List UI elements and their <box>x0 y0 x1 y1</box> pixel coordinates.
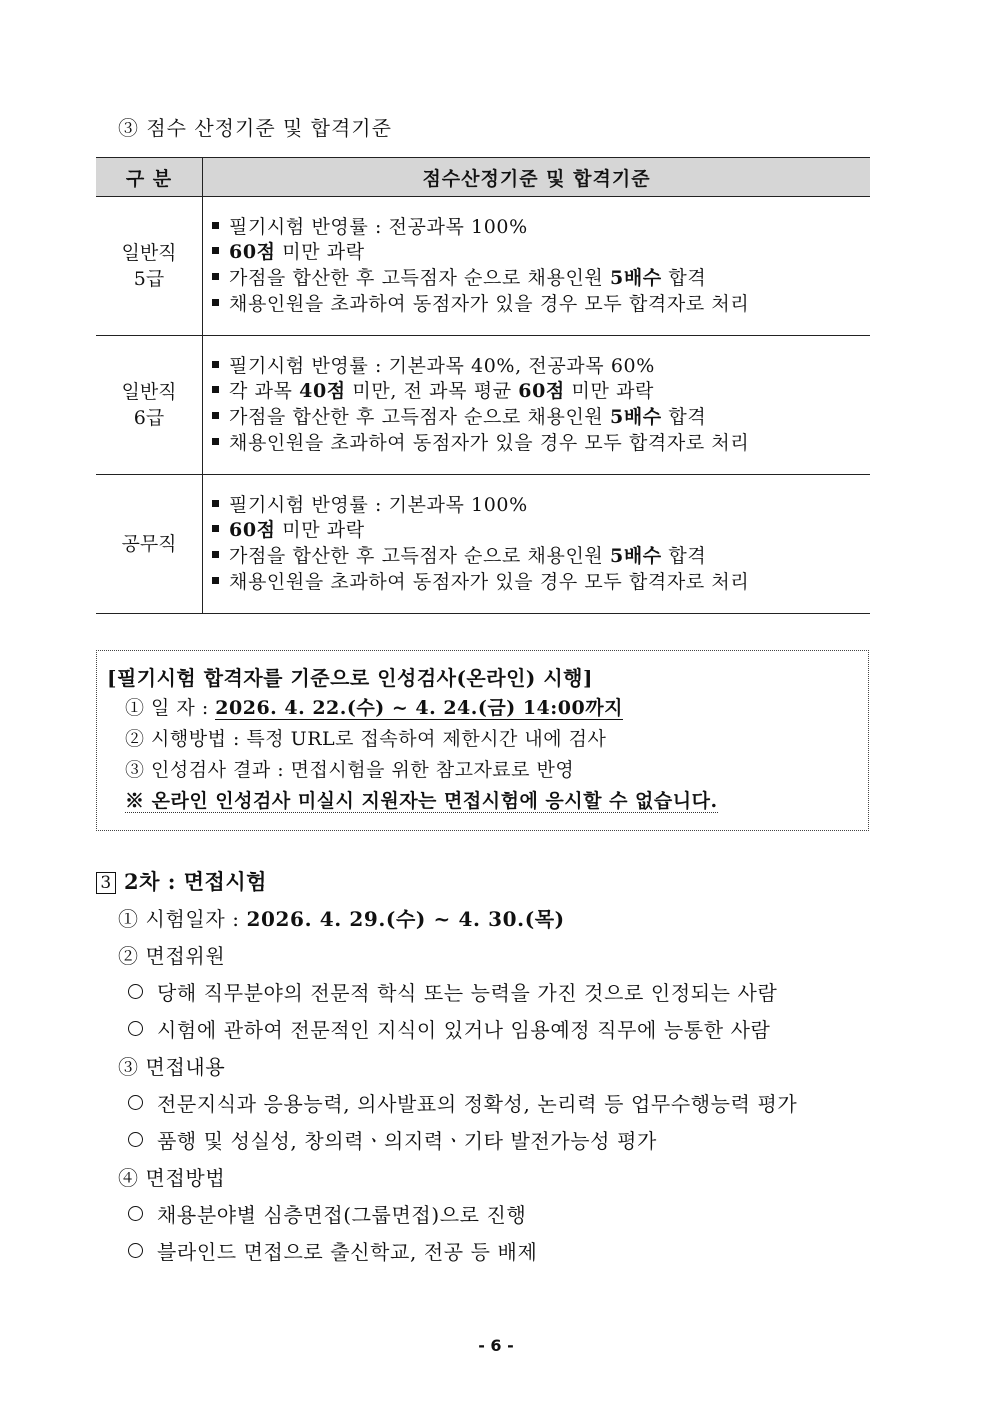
square-bullet-icon <box>212 386 219 393</box>
page-number: - 6 - <box>478 1336 514 1355</box>
interview-title: 2차 : 면접시험 <box>124 869 267 894</box>
content-item-text: 전문지식과 응용능력, 의사발표의 정확성, 논리력 등 업무수행능력 평가 <box>157 1092 798 1116</box>
square-bullet-icon <box>212 222 219 229</box>
criteria-text: 가점을 합산한 후 고득점자 순으로 채용인원 <box>229 267 611 289</box>
square-bullet-icon <box>212 551 219 558</box>
criteria-emphasis: 60점 <box>229 519 276 542</box>
criteria-item <box>212 266 869 292</box>
criteria-text: 미만 과락 <box>564 380 654 403</box>
circle-bullet-icon <box>128 1132 143 1147</box>
criteria-item <box>212 570 869 596</box>
content-title: ③ 면접내용 <box>118 1055 226 1079</box>
square-bullet-icon <box>212 500 219 507</box>
content-item-text: 품행 및 성실성, 창의력ㆍ의지력ㆍ기타 발전가능성 평가 <box>157 1129 657 1153</box>
method-item-text: 채용분야별 심층면접(그룹면접)으로 진행 <box>157 1203 527 1227</box>
criteria-item <box>212 240 869 266</box>
interview-date-value: 2026. 4. 29.(수) ~ 4. 30.(목) <box>246 907 565 931</box>
method-item <box>128 1199 526 1228</box>
content-item <box>128 1088 797 1117</box>
method-item <box>128 1236 537 1265</box>
table-row <box>96 475 870 614</box>
square-bullet-icon <box>212 438 219 445</box>
criteria-text: 합격 <box>661 406 707 428</box>
circle-bullet-icon <box>128 1095 143 1110</box>
box-date-line <box>107 693 858 724</box>
criteria-text: 미만 과락 <box>275 241 365 264</box>
criteria-emphasis: 60점 <box>229 241 276 264</box>
criteria-item <box>212 544 869 570</box>
criteria-text: 미만, 전 과목 평균 <box>345 380 519 403</box>
box-note-line <box>107 786 858 817</box>
circle-bullet-icon <box>128 1243 143 1258</box>
criteria-text: 채용인원을 초과하여 동점자가 있을 경우 모두 합격자로 처리 <box>229 570 750 593</box>
category-label: 공무직 <box>121 533 177 555</box>
criteria-table <box>96 157 870 614</box>
criteria-emphasis: 5배수 <box>610 545 662 567</box>
criteria-cell <box>203 336 871 475</box>
panel-item <box>128 977 777 1006</box>
criteria-emphasis: 40점 <box>299 380 346 403</box>
criteria-text: 필기시험 반영률 : 기본과목 100% <box>229 493 528 516</box>
criteria-text: 가점을 합산한 후 고득점자 순으로 채용인원 <box>229 406 611 428</box>
criteria-emphasis: 60점 <box>518 380 565 403</box>
criteria-text: 합격 <box>661 545 707 567</box>
category-cell <box>96 336 203 475</box>
square-bullet-icon <box>212 361 219 368</box>
header-category: 구 분 <box>96 158 203 197</box>
criteria-text: 가점을 합산한 후 고득점자 순으로 채용인원 <box>229 545 611 567</box>
criteria-text: 채용인원을 초과하여 동점자가 있을 경우 모두 합격자로 처리 <box>229 292 750 315</box>
criteria-item <box>212 379 869 405</box>
criteria-item <box>212 493 869 519</box>
criteria-item <box>212 405 869 431</box>
box-note: ※ 온라인 인성검사 미실시 지원자는 면접시험에 응시할 수 없습니다. <box>125 790 718 812</box>
section-number-box: 3 <box>96 872 116 894</box>
box-method-line: ② 시행방법 : 특정 URL로 접속하여 제한시간 내에 검사 <box>125 728 607 750</box>
table-row <box>96 336 870 475</box>
criteria-text: 필기시험 반영률 : 전공과목 100% <box>229 215 528 238</box>
square-bullet-icon <box>212 577 219 584</box>
category-label: 6급 <box>133 407 165 429</box>
method-title: ④ 면접방법 <box>118 1166 226 1190</box>
category-label: 일반직 <box>121 381 177 403</box>
interview-heading <box>96 866 267 896</box>
personality-test-box <box>96 650 869 831</box>
criteria-cell <box>203 475 871 614</box>
interview-date-label: ① 시험일자 : <box>118 907 247 931</box>
panel-item-text: 당해 직무분야의 전문적 학식 또는 능력을 가진 것으로 인정되는 사람 <box>157 981 778 1005</box>
panel-title: ② 면접위원 <box>118 944 226 968</box>
criteria-text: 미만 과락 <box>275 519 365 542</box>
criteria-text: 필기시험 반영률 : 기본과목 40%, 전공과목 60% <box>229 354 655 377</box>
category-label: 5급 <box>133 268 165 290</box>
square-bullet-icon <box>212 299 219 306</box>
square-bullet-icon <box>212 247 219 254</box>
box-date-value: 2026. 4. 22.(수) ~ 4. 24.(금) 14:00까지 <box>215 697 623 719</box>
criteria-item <box>212 431 869 457</box>
criteria-emphasis: 5배수 <box>610 406 662 428</box>
square-bullet-icon <box>212 525 219 532</box>
criteria-text: 채용인원을 초과하여 동점자가 있을 경우 모두 합격자로 처리 <box>229 431 750 454</box>
content-item <box>128 1125 657 1154</box>
panel-item <box>128 1014 770 1043</box>
criteria-item <box>212 354 869 380</box>
criteria-item <box>212 292 869 318</box>
table-row <box>96 197 870 336</box>
circle-bullet-icon <box>128 984 143 999</box>
criteria-item <box>212 215 869 241</box>
box-date-label: ① 일 자 : <box>125 697 216 719</box>
criteria-text: 합격 <box>661 267 707 289</box>
section-title: ③ 점수 산정기준 및 합격기준 <box>118 116 392 140</box>
square-bullet-icon <box>212 412 219 419</box>
criteria-item <box>212 518 869 544</box>
criteria-cell <box>203 197 871 336</box>
interview-date-line <box>118 903 565 932</box>
circle-bullet-icon <box>128 1021 143 1036</box>
method-item-text: 블라인드 면접으로 출신학교, 전공 등 배제 <box>157 1240 538 1264</box>
category-cell <box>96 475 203 614</box>
circle-bullet-icon <box>128 1206 143 1221</box>
category-cell <box>96 197 203 336</box>
criteria-emphasis: 5배수 <box>610 267 662 289</box>
category-label: 일반직 <box>121 242 177 264</box>
square-bullet-icon <box>212 273 219 280</box>
table-header-row <box>96 158 870 197</box>
criteria-text: 각 과목 <box>229 380 300 403</box>
box-result-line: ③ 인성검사 결과 : 면접시험을 위한 참고자료로 반영 <box>125 759 575 781</box>
panel-item-text: 시험에 관하여 전문적인 지식이 있거나 임용예정 직무에 능통한 사람 <box>157 1018 771 1042</box>
box-title: [필기시험 합격자를 기준으로 인성검사(온라인) 시행] <box>107 666 593 690</box>
header-criteria: 점수산정기준 및 합격기준 <box>203 158 871 197</box>
